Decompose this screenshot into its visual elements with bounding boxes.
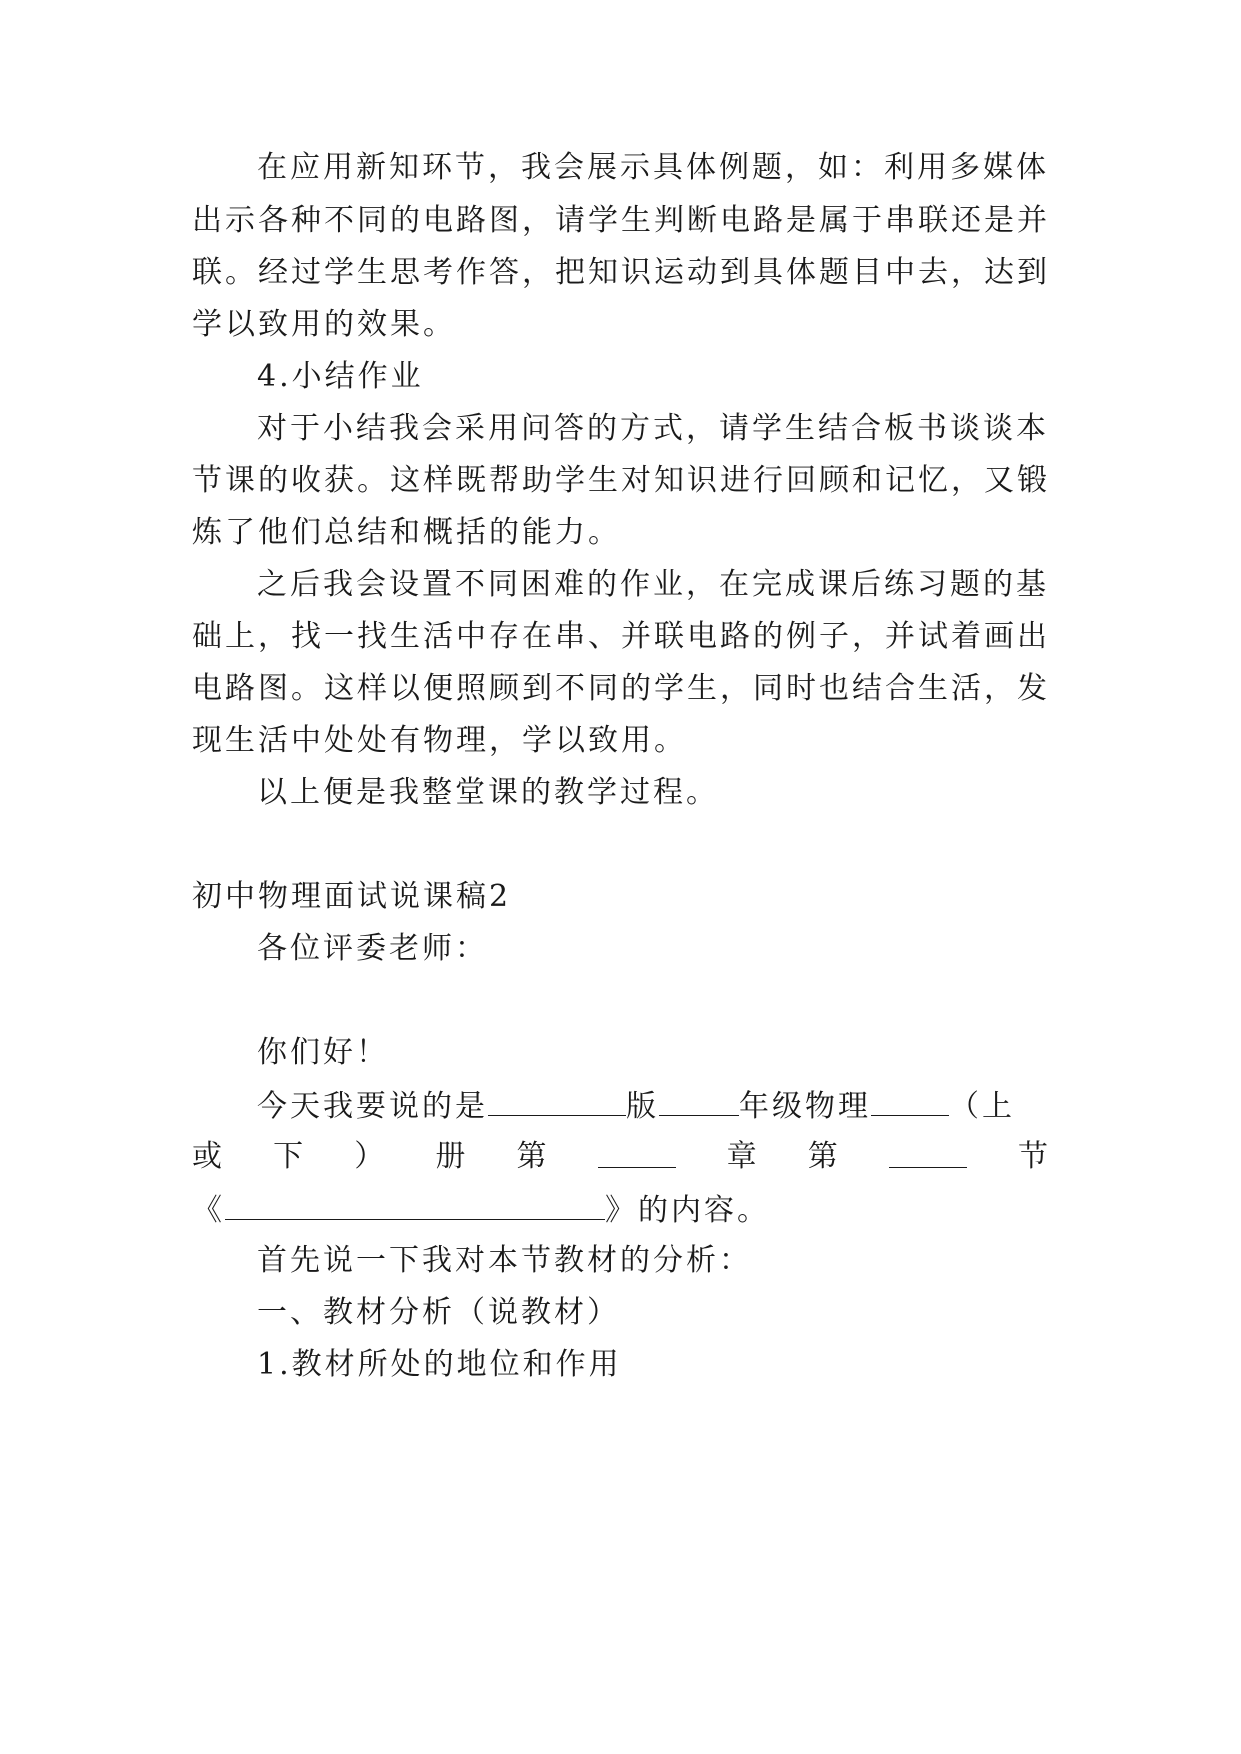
paragraph-line: 础上，找一找生活中存在串、并联电路的例子，并试着画出 xyxy=(192,619,1050,654)
paragraph-line: 以上便是我整堂课的教学过程。 xyxy=(257,775,719,810)
paragraph-line: 在应用新知环节，我会展示具体例题，如：利用多媒体 xyxy=(257,150,1049,185)
intro-line-1 xyxy=(257,1085,1048,1127)
paragraph-line: 现生活中处处有物理，学以致用。 xyxy=(192,723,687,758)
paragraph-line: 节课的收获。这样既帮助学生对知识进行回顾和记忆，又锻 xyxy=(192,463,1050,498)
paragraph-line: 学以致用的效果。 xyxy=(192,307,456,342)
intro-word: 下 xyxy=(273,1139,304,1174)
paragraph-line: 对于小结我会采用问答的方式，请学生结合板书谈谈本 xyxy=(257,411,1049,446)
intro-text: 版 xyxy=(626,1089,659,1124)
intro-word: 节 xyxy=(1017,1139,1048,1174)
paragraph-line: 首先说一下我对本节教材的分析： xyxy=(257,1243,752,1278)
section-heading: 一、教材分析（说教材） xyxy=(257,1295,620,1330)
intro-line-2 xyxy=(192,1137,1048,1177)
fill-blank-chapter[interactable] xyxy=(598,1137,676,1168)
fill-blank-grade[interactable] xyxy=(659,1085,739,1116)
greeting: 各位评委老师： xyxy=(257,931,488,966)
fill-blank-title[interactable] xyxy=(225,1189,605,1220)
subsection-heading: 1.教材所处的地位和作用 xyxy=(257,1347,622,1382)
intro-text: 年级物理 xyxy=(739,1089,871,1124)
intro-text: 今天我要说的是 xyxy=(257,1089,488,1124)
intro-text: （上 xyxy=(949,1089,1015,1124)
fill-blank-section[interactable] xyxy=(889,1137,967,1168)
paragraph-line: 出示各种不同的电路图，请学生判断电路是属于串联还是并 xyxy=(192,203,1050,238)
paragraph-line: 炼了他们总结和概括的能力。 xyxy=(192,515,621,550)
hello: 你们好！ xyxy=(257,1035,389,1070)
intro-text: 》的内容。 xyxy=(605,1193,770,1228)
intro-word: 第 xyxy=(516,1139,547,1174)
intro-word: 或 xyxy=(192,1139,222,1174)
fill-blank-volume[interactable] xyxy=(871,1085,949,1116)
section-heading: 4.小结作业 xyxy=(257,359,424,394)
intro-word: 册 xyxy=(435,1139,466,1174)
intro-line-3 xyxy=(192,1189,1048,1231)
paragraph-line: 电路图。这样以便照顾到不同的学生，同时也结合生活，发 xyxy=(192,671,1050,706)
intro-word: 章 xyxy=(726,1139,757,1174)
document-title: 初中物理面试说课稿2 xyxy=(192,879,512,914)
intro-word: 第 xyxy=(807,1139,838,1174)
intro-text: 《 xyxy=(192,1193,225,1228)
paragraph-line: 联。经过学生思考作答，把知识运动到具体题目中去，达到 xyxy=(192,255,1050,290)
intro-word: ） xyxy=(354,1139,385,1174)
fill-blank-edition[interactable] xyxy=(488,1085,626,1116)
paragraph-line: 之后我会设置不同困难的作业，在完成课后练习题的基 xyxy=(257,567,1049,602)
